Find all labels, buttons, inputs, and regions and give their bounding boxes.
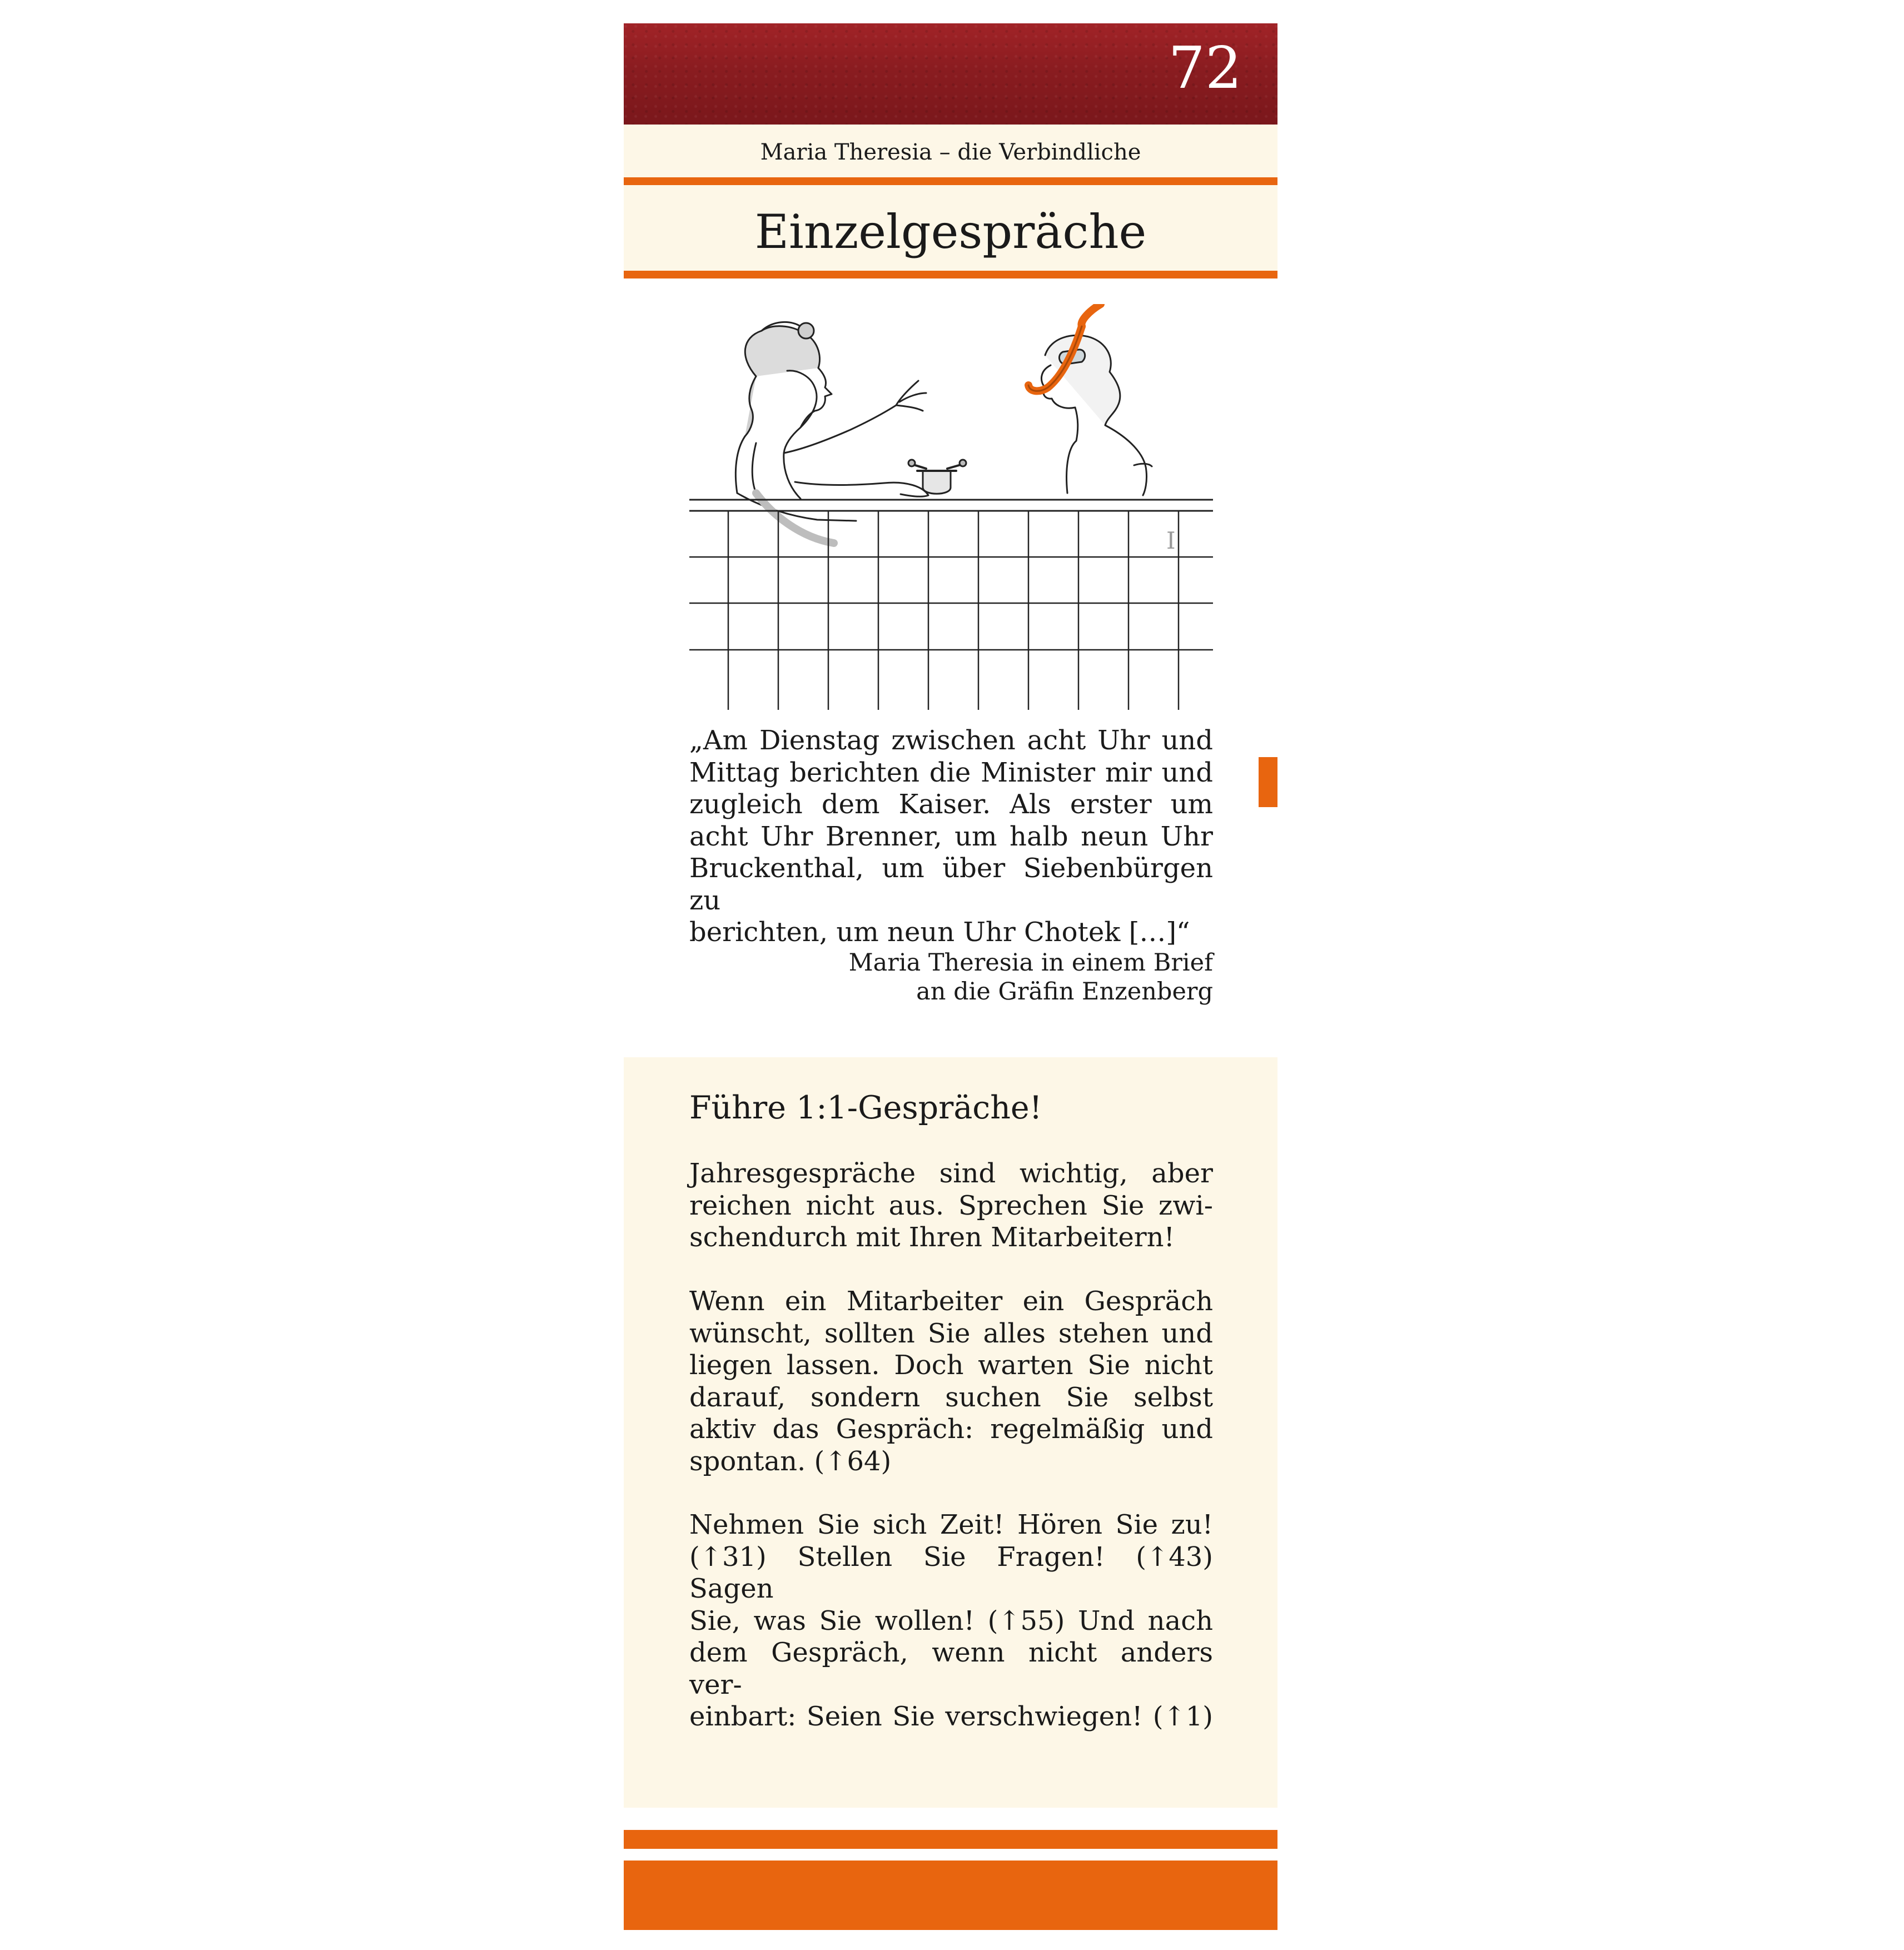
tip-line: dem Gespräch, wenn nicht anders ver- (689, 1637, 1213, 1700)
woman-left-figure (735, 322, 928, 543)
quote-attribution (689, 948, 1213, 1006)
orange-divider-bottom (624, 271, 1277, 278)
page-number: 72 (1168, 34, 1242, 102)
tile-wall (689, 511, 1213, 710)
bath-conversation-illustration (689, 304, 1213, 710)
footer-band (624, 1861, 1277, 1930)
tip-line: schendurch mit Ihren Mitarbeitern! (689, 1222, 1175, 1253)
page-card (624, 23, 1277, 1930)
side-tab-marker (1259, 757, 1277, 807)
tip-line: spontan. (↑64) (689, 1445, 892, 1477)
quote-line: Bruckenthal, um über Siebenbürgen zu (689, 853, 1213, 916)
tip-line: einbart: Seien Sie verschwiegen! (↑1) (689, 1701, 1213, 1732)
tip-heading: Führe 1:1-Gespräche! (689, 1090, 1042, 1126)
quote-line: „Am Dienstag zwischen acht Uhr und (689, 725, 1213, 756)
tip-line: reichen nicht aus. Sprechen Sie zwi- (689, 1190, 1213, 1221)
tip-line: Nehmen Sie sich Zeit! Hören Sie zu! (689, 1509, 1213, 1540)
woman-right-figure (1028, 304, 1152, 495)
tip-line: (↑31) Stellen Sie Fragen! (↑43) Sagen (689, 1541, 1213, 1604)
tip-line: aktiv das Gespräch: regelmäßig und (689, 1414, 1213, 1445)
quote-block (689, 725, 1213, 949)
tip-paragraph-1 (689, 1158, 1213, 1254)
quote-line: Mittag berichten die Minister mir und (689, 757, 1213, 788)
tip-line: Wenn ein Mitarbeiter ein Gespräch (689, 1286, 1213, 1317)
page-title: Einzelgespräche (754, 205, 1147, 259)
quote-line: berichten, um neun Uhr Chotek […]“ (689, 917, 1190, 948)
tile-stamp: I (1166, 527, 1176, 554)
orange-divider-top (624, 177, 1277, 185)
footer-rule (624, 1830, 1277, 1849)
quote-line: acht Uhr Brenner, um halb neun Uhr (689, 820, 1213, 852)
quote-line: zugleich dem Kaiser. Als erster um (689, 789, 1213, 820)
tip-line: darauf, sondern suchen Sie selbst (689, 1381, 1213, 1413)
attribution-line: an die Gräfin Enzenberg (916, 978, 1213, 1006)
tip-line: Sie, was Sie wollen! (↑55) Und nach (689, 1605, 1213, 1636)
tip-paragraph-2 (689, 1286, 1213, 1478)
tip-line: Jahresgespräche sind wichtig, aber (689, 1158, 1213, 1189)
attribution-line: Maria Theresia in einem Brief (848, 949, 1213, 977)
header-band (624, 23, 1277, 125)
tip-line: liegen lassen. Doch warten Sie nicht (689, 1350, 1213, 1381)
chapter-subtitle: Maria Theresia – die Verbindliche (760, 140, 1141, 165)
tip-paragraph-3 (689, 1509, 1213, 1733)
tip-line: wünscht, sollten Sie alles stehen und (689, 1317, 1213, 1349)
